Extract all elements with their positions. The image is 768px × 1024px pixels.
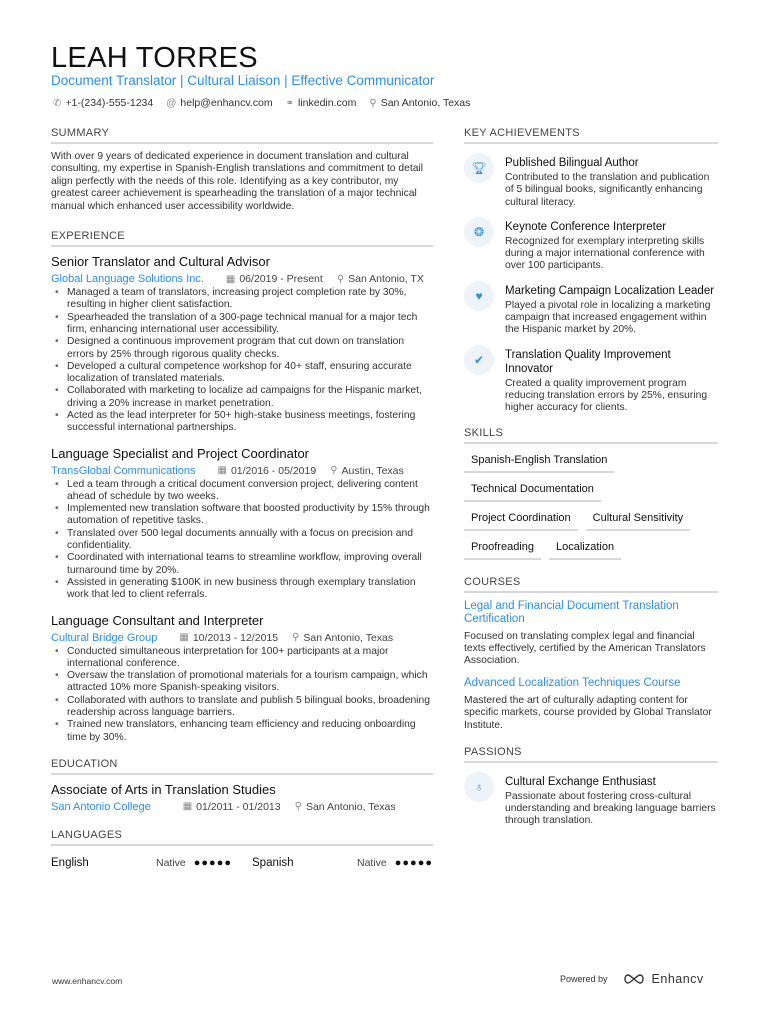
- right-column: [464, 127, 718, 839]
- footer-website[interactable]: www.enhancv.com: [52, 976, 123, 986]
- course-desc: Mastered the art of culturally adapting content for specific markets, course provided by Global Translator Institute.: [464, 694, 712, 731]
- course-item: [464, 677, 718, 731]
- location-pin-icon: ⚲: [292, 632, 300, 644]
- at-icon: @: [166, 97, 177, 109]
- courses-list: [464, 600, 718, 732]
- education-meta: [51, 801, 433, 813]
- bullet-item: • Collaborated with marketing to localize ad campaigns for the Hispanic market, driving a 20% increase in market penetration.: [51, 385, 433, 410]
- job-location: San Antonio, TX: [348, 273, 424, 286]
- achievement-title: Published Bilingual Author: [505, 157, 639, 169]
- education-heading: EDUCATION: [51, 758, 433, 775]
- achievement-title: Translation Quality Improvement Innovator: [505, 348, 671, 375]
- experience-heading: EXPERIENCE: [51, 230, 433, 247]
- lightbulb-icon: ♁: [464, 772, 494, 802]
- achievement-desc: Contributed to the translation and publication of 5 bilingual books, significantly enhancing cultural literacy.: [505, 172, 710, 208]
- bullet-item: • Implemented new translation software that boosted productivity by 15% through automation of repetitive tasks.: [51, 503, 433, 528]
- company-name: Global Language Solutions Inc.: [51, 273, 204, 286]
- trophy-icon: 🏆︎: [464, 153, 494, 183]
- bullet-item: • Trained new translators, enhancing team efficiency and reducing onboarding time by 30%.: [51, 719, 433, 744]
- infinity-logo-icon: [622, 973, 646, 985]
- bullet-item: • Collaborated with authors to translate and publish 5 bilingual books, broadening readership across language barriers.: [51, 695, 433, 720]
- languages-heading: LANGUAGES: [51, 829, 433, 846]
- skill-tag: Spanish-English Translation: [464, 451, 614, 473]
- check-icon: ✔: [464, 345, 494, 375]
- summary-text: With over 9 years of dedicated experience in document translation and cultural consulting, my expertise in Spanish-English translations and commitment to detail align perfectly with the needs of this role. Identifying as a key contributor, my greatest career achievement is spearheading the translation of a major technical manual which enhanced user accessibility worldwide.: [51, 151, 424, 212]
- phone-icon: ✆: [53, 97, 62, 109]
- achievement-item: [464, 220, 718, 273]
- location-pin-icon: ⚲: [294, 801, 302, 813]
- location-pin-icon: ⚲: [336, 273, 345, 285]
- languages-list: [51, 853, 433, 869]
- company-name: Cultural Bridge Group: [51, 631, 158, 644]
- job-entry: [51, 613, 433, 744]
- brain-icon: ❂: [464, 217, 494, 247]
- calendar-icon: ▦: [217, 465, 227, 477]
- contact-phone[interactable]: ✆ +1-(234)-555-1234: [53, 97, 154, 109]
- powered-by-label: Powered by: [560, 974, 608, 984]
- skill-tag: Project Coordination: [464, 509, 578, 531]
- job-title: Senior Translator and Cultural Advisor: [51, 254, 270, 270]
- location-pin-icon: ⚲: [330, 465, 338, 477]
- summary-heading: SUMMARY: [51, 127, 433, 144]
- job-bullets: [51, 646, 433, 744]
- bullet-item: • Led a team through a critical document conversion project, delivering content ahead of schedule by two weeks.: [51, 479, 433, 504]
- skills-heading: SKILLS: [464, 427, 718, 444]
- contact-email[interactable]: @ help@enhancv.com: [166, 97, 273, 109]
- job-dates: 01/2016 - 05/2019: [230, 464, 317, 477]
- job-bullets: [51, 287, 433, 435]
- language-item: Spanish Native ●●●●●: [252, 856, 433, 869]
- calendar-icon: ▦: [179, 632, 189, 644]
- bullet-item: • Assisted in generating $100K in new business through exemplary translation work that led to client referrals.: [51, 577, 433, 602]
- bullet-item: • Coordinated with international teams to streamline workflow, improving overall turnaround time by 20%.: [51, 552, 433, 577]
- contact-location: ⚲ San Antonio, Texas: [369, 97, 471, 109]
- bullet-item: • Designed a continuous improvement program that cut down on translation errors by 25% through rigorous quality checks.: [51, 336, 433, 361]
- achievements-list: [464, 156, 718, 415]
- course-desc: Focused on translating complex legal and financial texts effectively, certified by the American Translators Association.: [464, 630, 706, 667]
- job-meta: [51, 632, 433, 644]
- education-entry: [51, 782, 433, 813]
- courses-heading: COURSES: [464, 576, 718, 593]
- job-meta: [51, 273, 433, 285]
- contact-linkedin[interactable]: ⚭ linkedin.com: [285, 97, 357, 109]
- passions-heading: PASSIONS: [464, 746, 718, 763]
- headline: Document Translator | Cultural Liaison | Effective Communicator: [51, 73, 435, 88]
- footer-branding: [560, 972, 704, 986]
- job-title: Language Consultant and Interpreter: [51, 612, 264, 628]
- achievement-title: Marketing Campaign Localization Leader: [505, 284, 715, 297]
- achievement-item: [464, 348, 718, 415]
- job-entry: [51, 254, 433, 435]
- passion-title: Cultural Exchange Enthusiast: [505, 775, 656, 788]
- heart-icon: ♥: [464, 281, 494, 311]
- course-title: Legal and Financial Document Translation Certification: [464, 599, 679, 626]
- passion-desc: Passionate about fostering cross-cultural understanding and breaking language barriers through translation.: [505, 790, 716, 827]
- achievement-title: Keynote Conference Interpreter: [505, 220, 667, 233]
- proficiency-dots: ●●●●●: [394, 856, 433, 869]
- job-dates: 06/2019 - Present: [239, 273, 323, 286]
- link-icon: ⚭: [285, 97, 294, 109]
- skill-tag: Proofreading: [464, 538, 541, 560]
- passions-list: [464, 775, 718, 828]
- course-title: Advanced Localization Techniques Course: [464, 677, 681, 690]
- language-item: English Native ●●●●●: [51, 856, 232, 869]
- bullet-item: • Translated over 500 legal documents annually with a focus on precision and confidentiality.: [51, 528, 433, 553]
- skills-list: [464, 451, 718, 560]
- skill-tag: Localization: [549, 538, 621, 560]
- skill-tag: Cultural Sensitivity: [586, 509, 690, 531]
- company-name: TransGlobal Communications: [51, 464, 196, 477]
- contact-bar: [53, 97, 470, 109]
- job-title: Language Specialist and Project Coordinator: [51, 445, 310, 461]
- course-item: [464, 600, 718, 668]
- candidate-name: LEAH TORRES: [51, 42, 258, 74]
- achievement-desc: Recognized for exemplary interpreting skills during a major international conference with over 100 participants.: [505, 235, 705, 272]
- calendar-icon: ▦: [225, 273, 236, 285]
- education-location: San Antonio, Texas: [305, 800, 396, 813]
- achievement-desc: Played a pivotal role in localizing a marketing campaign that increased engagement within the Hispanic market by 20%.: [505, 299, 711, 336]
- bullet-item: • Managed a team of translators, increasing project completion rate by 30%, resulting in higher client satisfaction.: [51, 287, 433, 312]
- job-location: Austin, Texas: [341, 464, 404, 477]
- job-entry: [51, 446, 433, 602]
- job-bullets: [51, 479, 433, 602]
- bullet-item: • Spearheaded the translation of a 300-page technical manual for a major tech firm, enhancing international user accessibility.: [51, 312, 433, 337]
- education-dates: 01/2011 - 01/2013: [196, 800, 281, 813]
- bullet-item: • Developed a cultural competence workshop for 40+ staff, ensuring accurate localization of translated materials.: [51, 361, 433, 386]
- bullet-item: • Conducted simultaneous interpretation for 100+ participants at a major international conference.: [51, 646, 433, 671]
- passion-item: [464, 775, 718, 828]
- job-location: San Antonio, Texas: [303, 631, 394, 644]
- bullet-item: • Acted as the lead interpreter for 50+ high-stake business meetings, fostering successful international partnerships.: [51, 410, 433, 435]
- proficiency-dots: ●●●●●: [193, 856, 232, 869]
- left-column: [51, 127, 433, 869]
- degree-title: Associate of Arts in Translation Studies: [51, 781, 276, 797]
- job-dates: 10/2013 - 12/2015: [192, 631, 279, 644]
- school-name: San Antonio College: [51, 800, 151, 813]
- brand-logo[interactable]: Enhancv: [622, 972, 704, 986]
- achievement-desc: Created a quality improvement program reducing translation errors by 25%, ensuring higher accuracy for clients.: [505, 377, 708, 414]
- achievements-heading: KEY ACHIEVEMENTS: [464, 127, 718, 144]
- job-meta: [51, 465, 433, 477]
- achievement-item: [464, 156, 718, 209]
- bullet-item: • Oversaw the translation of promotional materials for a tourism campaign, which attracted 10% more Spanish-speaking visitors.: [51, 670, 433, 695]
- achievement-item: [464, 284, 718, 337]
- skill-tag: Technical Documentation: [464, 480, 601, 502]
- calendar-icon: ▦: [182, 801, 193, 813]
- experience-list: [51, 254, 433, 744]
- location-pin-icon: ⚲: [369, 97, 377, 109]
